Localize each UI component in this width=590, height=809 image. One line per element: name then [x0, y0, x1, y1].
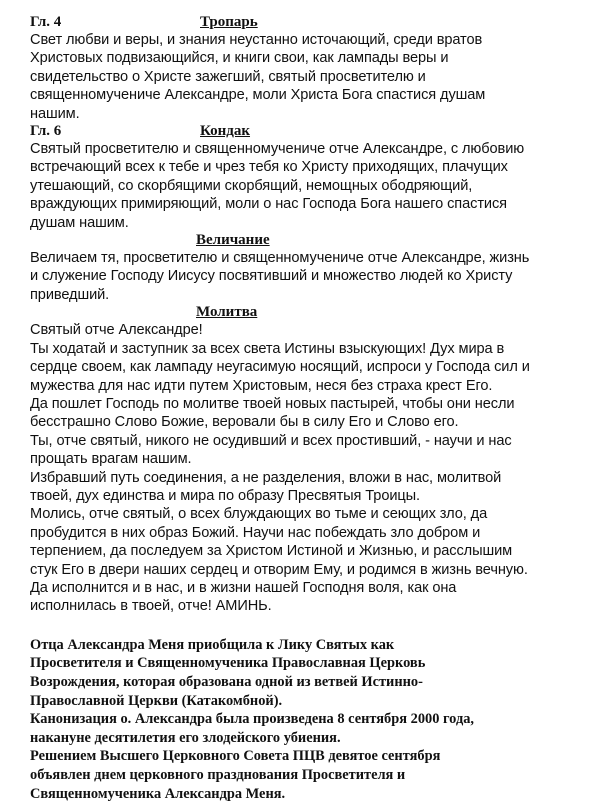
canonization-notice: Отца Александра Меня приобщила к Лику Святых как Просветителя и Священномученика Православная Церковь Возрождения, которая образована одной из ветвей Истинно- Православной Церкви (Катакомбной). Канонизация о. Александра была произведена 8 сентября 2000 года, накануне десятилетия его злодейского убиения. Решением Высшего Церковного Совета ПЦВ девятое сентября объявлен днем церковного празднования Просветителя и Священномученика Александра Меня.: [30, 636, 475, 802]
magnification-text: Величаем тя, просветителю и священномучениче отче Александре, жизнь и служение Господу Иисусу посвятивший и множество людей ко Христу приведший.: [30, 250, 530, 303]
troparion-header: [30, 14, 568, 31]
kontakion-text: Святый просветителю и священномучениче отче Александре, с любовию встречающий всех к тебе и чрез тебя ко Христу приходящих, плачущих утешающий, со скорбящими скорбящий, немощных ободряющий, враждующих примиряющий, моли о нас Господа Бога нашего спастися душам нашим.: [30, 141, 525, 231]
troparion-tone: Гл. 4: [30, 14, 62, 30]
troparion-title: Тропарь: [200, 14, 258, 30]
troparion-text: Свет любви и веры, и знания неустанно источающий, среди вратов Христовых подвизающийся, и книги свои, как лампады веры и свидетельство о Христе зажегший, святый просветителю и священномучениче Александре, моли Христа Бога спастися душам нашим.: [30, 32, 486, 122]
prayer-text: Святый отче Александре! Ты ходатай и заступник за всех света Истины взыскующих! Дух мира в сердце своем, как лампаду неугасимую носящий, испроси у Господа сил и мужества для нас идти путем Христовым, неся без страха крест Его. Да пошлет Господь по молитве твоей новых пастырей, чтобы они несли бесстрашно Слово Божие, веровали бы в силу Его и Слово его. Ты, отче святый, никого не осудивший и всех простивший, - научи и нас прощать врагам нашим. Избравший путь соединения, а не разделения, вложи в нас, молитвой твоей, дух единства и мира по образу Пресвятыя Троицы. Молись, отче святый, о всех блуждающих во тьме и сеющих зло, да пробудится в них образ Божий. Научи нас побеждать зло добром и терпением, да последуем за Христом Истиной и Жизнью, и расслышим стук Его в двери наших сердец и отворим Ему, и родимся в жизнь вечную. Да исполнится и в нас, и в жизни нашей Господня воля, как она исполнилась в твоей, отче! АМИНЬ.: [30, 322, 530, 615]
prayer-header: [30, 304, 568, 321]
kontakion-header: [30, 123, 568, 140]
magnification-title: Величание: [196, 232, 270, 249]
kontakion-title: Кондак: [200, 123, 251, 140]
magnification-header: [30, 232, 568, 249]
kontakion-tone: Гл. 6: [30, 123, 62, 140]
prayer-title: Молитва: [196, 304, 258, 321]
